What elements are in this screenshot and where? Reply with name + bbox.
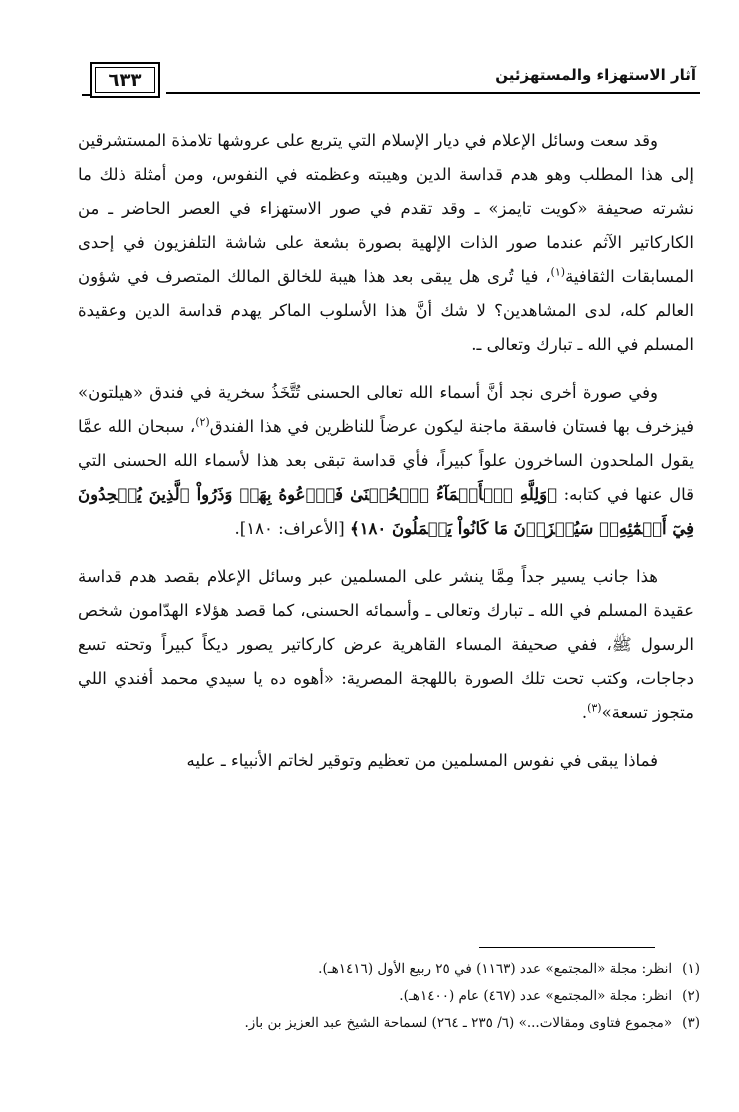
footnote-number: (٣) bbox=[682, 1015, 700, 1031]
paragraph-2-text-b: ، سبحان الله عمَّا يقول الملحدون الساخرون علواً كبيراً، فأي قداسة تبقى بعد هذا لأسماء الله الحسنى التي قال عنها في كتابه: bbox=[78, 417, 694, 504]
body-text bbox=[78, 124, 694, 792]
page-box-tick bbox=[82, 94, 92, 96]
paragraph-2 bbox=[78, 376, 694, 546]
paragraph-1-text: وقد سعت وسائل الإعلام في ديار الإسلام التي يتربع على عروشها تلامذة المستشرقين إلى هذا المطلب وهو هدم قداسة الدين وهيبته وعظمته في النفوس، ومن أمثلة ذلك ما نشرته صحيفة «كويت تايمز» ـ وقد تقدم في صور الاستهزاء في العصر الحاضر ـ من الكاركاتير الآثم عندما صور الذات الإلهية بصورة بشعة على شاشة التلفزيون في إحدى المسابقات الثقافية bbox=[78, 131, 695, 286]
running-title: آثار الاستهزاء والمستهزئين bbox=[495, 66, 696, 84]
paragraph-4-text: فماذا يبقى في نفوس المسلمين من تعظيم وتوقير لخاتم الأنبياء ـ عليه bbox=[186, 751, 658, 770]
paragraph-3-end: . bbox=[581, 703, 588, 722]
footnote-number: (٢) bbox=[682, 988, 700, 1004]
page-number: ٦٣٣ bbox=[95, 67, 155, 93]
footnote-text: انظر: مجلة «المجتمع» عدد (١١٦٣) في ٢٥ ربيع الأول (١٤١٦هـ). bbox=[318, 961, 673, 977]
footnotes bbox=[80, 956, 700, 1037]
footnote-2 bbox=[80, 983, 700, 1010]
footnote-text: «مجموع فتاوى ومقالات...» (٦/ ٢٣٥ ـ ٢٦٤) لسماحة الشيخ عبد العزيز بن باز. bbox=[244, 1015, 673, 1031]
footnote-ref-1: (١) bbox=[550, 265, 566, 279]
footnote-ref-2: (٢) bbox=[195, 415, 210, 429]
header-rule bbox=[166, 92, 700, 94]
footnote-separator bbox=[479, 947, 655, 948]
page-header bbox=[80, 62, 700, 104]
paragraph-4 bbox=[78, 744, 694, 778]
footnote-ref-3: (٣) bbox=[587, 701, 602, 715]
paragraph-1 bbox=[78, 124, 694, 362]
footnote-1 bbox=[80, 956, 700, 983]
quran-verse: ﴿وَلِلَّهِ ٱلۡأَسۡمَآءُ ٱلۡحُسۡنَىٰ فَٱدۡعُوهُ بِهَاۖ وَذَرُواْ ٱلَّذِينَ يُلۡحِدُونَ فِيٓ أَسۡمَٰٓئِهِۦۚ سَيُجۡزَوۡنَ مَا كَانُواْ يَعۡمَلُونَ ١٨٠﴾ bbox=[78, 485, 694, 538]
footnote-text: انظر: مجلة «المجتمع» عدد (٤٦٧) عام (١٤٠٠هـ). bbox=[399, 988, 673, 1004]
paragraph-1-end: ، فيا تُرى هل يبقى بعد هذا هيبة للخالق المالك المتصرف في شؤون العالم كله، لدى المشاهدين؟ لا شك أنَّ هذا الأسلوب الماكر يهدم قداسة الدين وعقيدة المسلم في الله ـ تبارك وتعالى ـ. bbox=[78, 267, 694, 354]
paragraph-2-text-a: وفي صورة أخرى نجد أنَّ أسماء الله تعالى الحسنى تُتَّخَذُ سخرية في فندق «هيلتون» فيزخرف بها فستان فاسقة ماجنة ليكون عرضاً للناظرين في هذا الفندق bbox=[78, 383, 694, 436]
footnote-number: (١) bbox=[682, 961, 700, 977]
footnote-3 bbox=[80, 1010, 700, 1037]
quran-citation: [الأعراف: ١٨٠]. bbox=[234, 519, 350, 538]
paragraph-3 bbox=[78, 560, 694, 730]
page-number-box bbox=[90, 62, 160, 98]
paragraph-3-text: هذا جانب يسير جداً مِمَّا ينشر على المسلمين عبر وسائل الإعلام بقصد هدم قداسة عقيدة المسلم في الله ـ تبارك وتعالى ـ وأسمائه الحسنى، كما قصد هؤلاء الهدّامون شخص الرسول ﷺ، ففي صحيفة المساء القاهرية عرض كاركاتير يصور ديكاً كبيراً وتحته تسع دجاجات، وكتب تحت تلك الصورة باللهجة المصرية: «أهوه ده يا سيدي محمد أفندي اللي متجوز تسعة» bbox=[78, 567, 694, 722]
